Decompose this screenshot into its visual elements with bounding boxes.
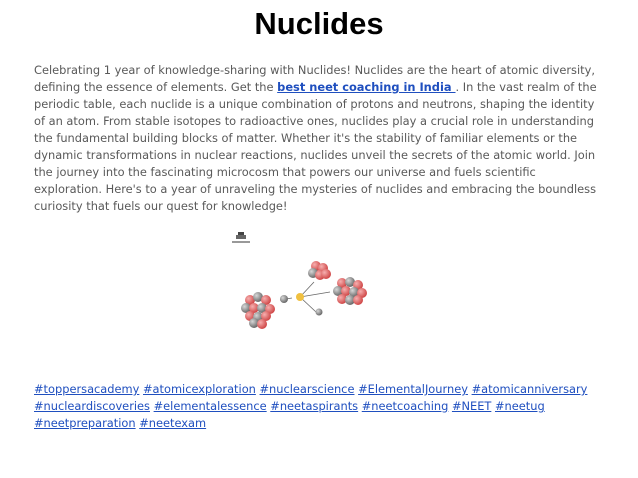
hashtag-link[interactable]: #ElementalJourney xyxy=(358,382,468,396)
intro-text-end: . In the vast realm of the periodic table, each nuclide is a unique combination of protons and neutrons, shaping the identity of an atom. From stable isotopes to radioactive ones, nuclides play a crucial role in understanding the fundamental building blocks of matter. Whether it's the stability of familiar elements or the dynamic transformations in nuclear reactions, nuclides unveil the secrets of the atomic world. Join the journey into the fascinating microcosm that powers our universe and fuels scientific exploration. Here's to a year of unraveling the mysteries of nuclides and embracing the boundless curiosity that fuels our quest for knowledge! xyxy=(34,80,597,213)
fragment-nucleus-small xyxy=(308,261,331,280)
hashtags xyxy=(34,381,609,432)
arrows xyxy=(280,282,330,312)
hashtag-link[interactable]: #toppersacademy xyxy=(34,382,140,396)
hashtag-link[interactable]: #neetcoaching xyxy=(361,399,449,413)
page-title: Nuclides xyxy=(254,6,384,41)
hashtag-link[interactable]: #atomicanniversary xyxy=(471,382,588,396)
hashtag-link[interactable]: #nucleardiscoveries xyxy=(34,399,150,413)
hashtag-link[interactable]: #neetexam xyxy=(139,416,207,430)
hashtag-link[interactable]: #NEET xyxy=(451,399,492,413)
hashtag-link[interactable]: #neetpreparation xyxy=(34,416,136,430)
hashtag-link[interactable]: #atomicexploration xyxy=(143,382,256,396)
hashtag-link[interactable]: #nuclearscience xyxy=(259,382,355,396)
intro-paragraph xyxy=(34,62,602,215)
intro-text-start: Celebrating 1 year of knowledge-sharing with Nuclides! Nuclides are the heart of atomic diversity, defining the essence of elements. Get the xyxy=(34,63,595,94)
energy-burst xyxy=(296,293,304,301)
hashtag-link[interactable]: #neetaspirants xyxy=(270,399,359,413)
hashtag-link[interactable]: #elementalessence xyxy=(153,399,267,413)
coaching-link[interactable]: best neet coaching in India xyxy=(277,80,456,94)
hashtag-link[interactable]: #neetug xyxy=(494,399,545,413)
nuclear-fission-illustration xyxy=(234,252,374,334)
neutron xyxy=(280,295,288,303)
released-neutron xyxy=(316,309,323,316)
target-nucleus xyxy=(241,292,275,329)
fragment-nucleus-large xyxy=(333,277,367,305)
logo-icon xyxy=(231,231,251,245)
